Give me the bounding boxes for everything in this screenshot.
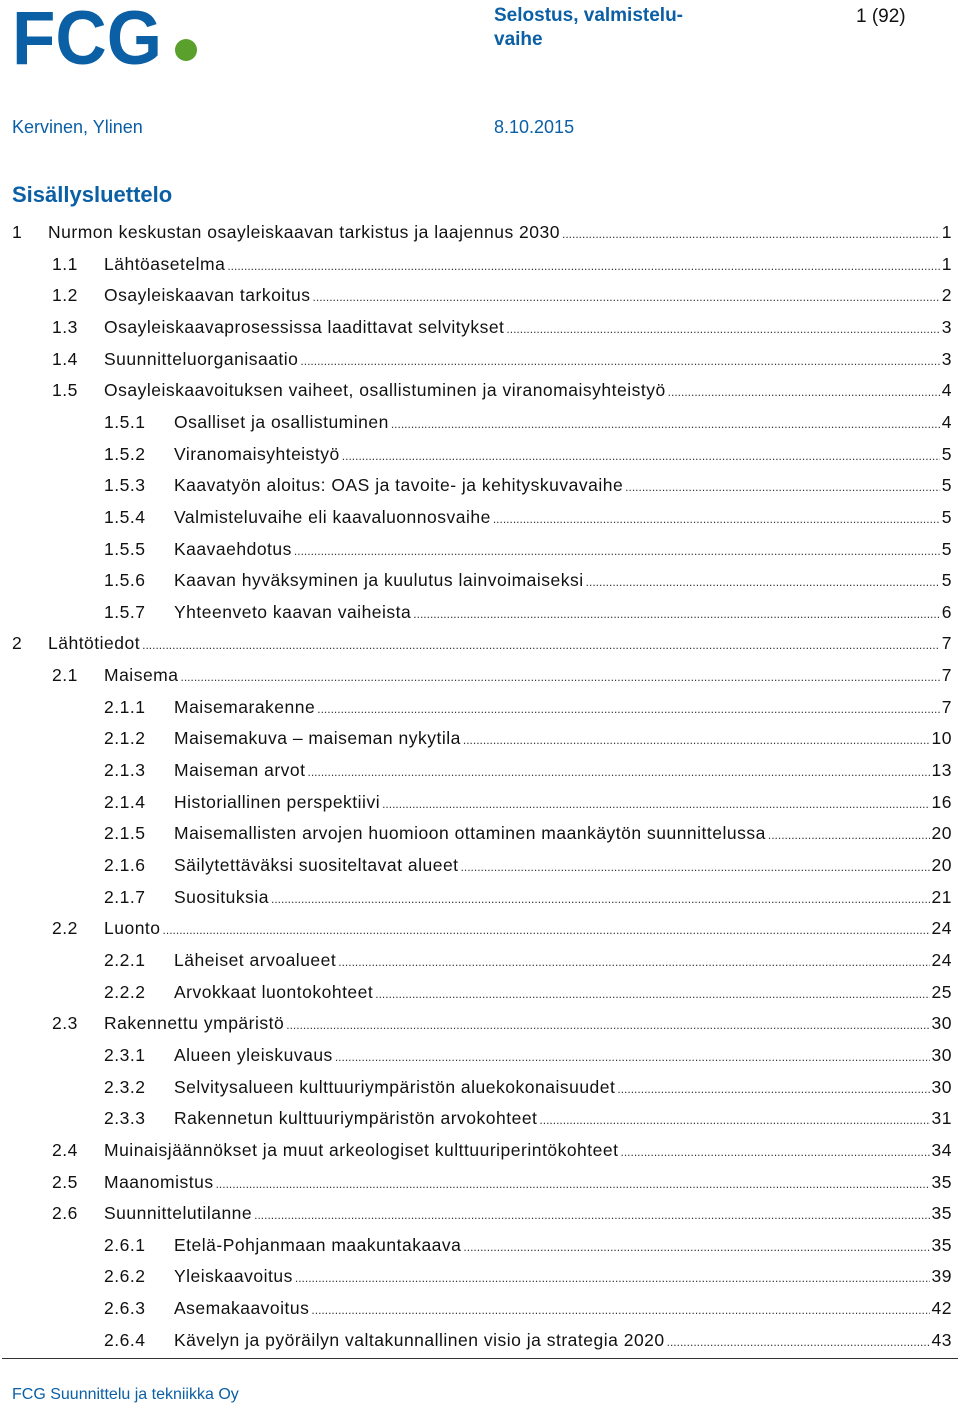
toc-entry-page: 1 [941,253,952,274]
toc-entry[interactable] [104,823,952,851]
toc-entry-leader [493,507,940,528]
toc-entry-title: Läheiset arvoalueet [174,949,337,970]
toc-entry-leader [382,792,929,813]
toc-entry[interactable] [52,317,952,345]
toc-entry-page: 21 [931,886,952,907]
toc-entry[interactable] [104,507,952,535]
toc-entry[interactable] [104,412,952,440]
toc-entry-title: Maanomistus [104,1171,214,1192]
toc-entry-number: 2.5 [52,1171,78,1192]
toc-entry[interactable] [104,570,952,598]
toc-entry[interactable] [104,982,952,1010]
toc-entry-title: Lähtötiedot [48,633,141,654]
toc-entry-title: Suunnittelutilanne [104,1203,253,1224]
fcg-logo [12,4,198,68]
toc-entry-title: Asemakaavoitus [174,1298,310,1319]
toc-entry-leader [338,950,929,971]
toc-entry[interactable] [104,1108,952,1136]
toc-entry[interactable] [52,349,952,377]
toc-entry-title: Lähtöasetelma [104,253,226,274]
toc-entry-page: 31 [931,1108,952,1129]
toc-entry-title: Kaavatyön aloitus: OAS ja tavoite- ja kehityskuvavaihe [174,475,624,496]
toc-entry-leader [181,665,940,686]
toc-entry-page: 39 [931,1266,952,1287]
toc-entry-leader [254,1203,929,1224]
toc-entry-title: Alueen yleiskuvaus [174,1044,333,1065]
toc-entry-number: 2 [12,633,23,654]
toc-entry-number: 2.3.1 [104,1044,146,1065]
toc-entry-number: 2.2.2 [104,981,146,1002]
toc-entry[interactable] [104,539,952,567]
toc-entry[interactable] [104,792,952,820]
authors: Kervinen, Ylinen [12,117,143,137]
toc-entry-leader [667,1330,930,1351]
toc-entry-number: 2.2 [52,918,78,939]
toc-entry-leader [308,760,930,781]
toc-entry[interactable] [104,728,952,756]
toc-entry-number: 2.1.2 [104,728,146,749]
toc-entry[interactable] [104,1330,952,1358]
toc-entry-page: 35 [931,1171,952,1192]
toc-entry[interactable] [104,950,952,978]
toc-entry-page: 25 [931,981,952,1002]
toc-entry-leader [668,380,940,401]
toc-entry-title: Muinaisjäännökset ja muut arkeologiset kulttuuriperintökohteet [104,1139,619,1160]
toc-entry-page: 35 [931,1234,952,1255]
toc-entry-leader [227,254,939,275]
toc-entry-number: 2.1.1 [104,696,146,717]
toc-entry-number: 2.6 [52,1203,78,1224]
toc-entry-leader [311,1298,929,1319]
toc-entry-title: Nurmon keskustan osayleiskaavan tarkistus ja laajennus 2030 [48,222,560,242]
toc-entry[interactable] [104,1266,952,1294]
toc-entry-title: Selvitysalueen kulttuuriympäristön aluekokonaisuudet [174,1076,616,1097]
toc-entry[interactable] [12,222,952,250]
toc-entry-leader [163,918,930,939]
toc-entry[interactable] [52,285,952,313]
toc-entry-page: 7 [941,696,952,717]
toc-entry-number: 2.1 [52,665,78,686]
toc-entry-title: Rakennetun kulttuuriympäristön arvokohteet [174,1108,538,1129]
toc-entry-page: 24 [931,949,952,970]
toc-entry-title: Maisemallisten arvojen huomioon ottaminen maankäytön suunnittelussa [174,823,766,844]
toc-entry-leader [617,1077,929,1098]
toc-entry-page: 20 [931,823,952,844]
toc-entry-leader [461,855,930,876]
toc-entry[interactable] [104,475,952,503]
toc-entry-title: Yleiskaavoitus [174,1266,293,1287]
toc-entry-title: Säilytettäväksi suositeltavat alueet [174,855,459,875]
toc-entry-page: 16 [931,791,952,812]
toc-entry-number: 2.3.3 [104,1108,146,1129]
toc-entry-title: Osalliset ja osallistuminen [174,411,389,432]
toc-entry-leader [286,1013,929,1034]
toc-entry-number: 2.1.4 [104,791,146,812]
toc-heading: Sisällysluettelo [12,182,173,207]
toc-entry[interactable] [52,1140,952,1168]
toc-entry-number: 2.6.1 [104,1234,146,1255]
toc-entry-title: Maiseman arvot [174,760,306,781]
toc-entry-leader [768,823,930,844]
fcg-logo-text: FCG [12,4,162,68]
toc-entry-number: 2.6.3 [104,1298,146,1319]
toc-entry-leader [300,349,939,370]
toc-entry-title: Osayleiskaavoituksen vaiheet, osallistuminen ja viranomaisyhteistyö [104,380,666,401]
toc-entry-page: 5 [941,570,952,591]
toc-entry-number: 1.5.3 [104,475,146,496]
toc-entry-page: 6 [941,601,952,622]
toc-entry[interactable] [12,633,952,661]
toc-entry-leader [142,633,940,654]
toc-entry[interactable] [104,760,952,788]
toc-entry[interactable] [104,1298,952,1326]
toc-entry-number: 2.1.6 [104,855,146,875]
toc-entry-title: Maisemakuva – maiseman nykytila [174,728,461,749]
footer-divider [2,1358,958,1359]
toc-entry[interactable] [104,1077,952,1105]
toc-entry-title: Arvokkaat luontokohteet [174,981,374,1002]
toc-entry-leader [562,222,940,243]
toc-entry-number: 2.3 [52,1013,78,1034]
toc-entry-leader [463,728,930,749]
toc-entry-number: 2.4 [52,1139,78,1160]
toc-entry-page: 30 [931,1076,952,1097]
toc-entry-leader [463,1235,929,1256]
toc-entry[interactable] [104,602,952,630]
toc-entry[interactable] [104,855,952,883]
toc-entry-page: 24 [931,918,952,939]
toc-entry-leader [271,887,930,908]
toc-entry-title: Valmisteluvaihe eli kaavaluonnosvaihe [174,506,491,527]
toc-entry-leader [295,1266,930,1287]
toc-entry-leader [313,285,940,306]
toc-entry-number: 1.4 [52,348,78,369]
toc-entry-leader [539,1108,929,1129]
toc-entry-number: 1 [12,222,23,242]
toc-entry-title: Kaavaehdotus [174,538,292,559]
toc-entry-title: Luonto [104,918,161,939]
toc-entry-number: 1.3 [52,316,78,337]
toc-entry[interactable] [104,1045,952,1073]
toc-entry-page: 30 [931,1013,952,1034]
toc-entry-page: 30 [931,1044,952,1065]
toc-entry-title: Rakennettu ympäristö [104,1013,285,1034]
toc-entry-number: 1.5.6 [104,570,146,591]
toc-entry-leader [294,539,940,560]
toc-entry-number: 1.5.7 [104,601,146,622]
toc-entry[interactable] [104,1235,952,1263]
toc-entry-title: Osayleiskaavan tarkoitus [104,285,311,306]
toc-entry-leader [342,444,940,465]
toc-entry-title: Historiallinen perspektiivi [174,791,381,812]
toc-entry[interactable] [52,380,952,408]
toc-entry-number: 2.6.2 [104,1266,146,1287]
toc-entry-leader [317,697,940,718]
toc-entry-page: 42 [931,1298,952,1319]
document-title-line-1: Selostus, valmistelu- [494,5,684,26]
toc-entry-title: Suunnitteluorganisaatio [104,348,299,369]
toc-entry-page: 5 [941,506,952,527]
toc-entry-page: 3 [941,348,952,369]
toc-entry-number: 1.5 [52,380,78,401]
toc-entry-leader [625,475,940,496]
toc-entry-title: Yhteenveto kaavan vaiheista [174,601,412,622]
toc-entry-page: 4 [941,411,952,432]
toc-entry-title: Suosituksia [174,886,269,907]
toc-entry-page: 5 [941,443,952,464]
toc-entry-page: 20 [931,855,952,875]
document-date: 8.10.2015 [494,117,575,137]
toc-entry-number: 2.1.3 [104,760,146,781]
toc-entry-page: 4 [941,380,952,401]
toc-entry-leader [335,1045,930,1066]
toc-entry[interactable] [52,918,952,946]
toc-entry-page: 5 [941,538,952,559]
fcg-logo-dot [175,39,197,61]
toc-entry-number: 2.3.2 [104,1076,146,1097]
toc-entry-page: 7 [941,665,952,686]
toc-entry-leader [216,1172,930,1193]
toc-entry-page: 7 [941,633,952,654]
toc-entry-number: 1.5.1 [104,411,146,432]
toc-entry-leader [413,602,939,623]
document-title [494,4,744,52]
toc-entry-leader [506,317,939,338]
toc-entry-number: 2.6.4 [104,1329,146,1350]
toc-entry-title: Kävelyn ja pyöräilyn valtakunnallinen visio ja strategia 2020 [174,1329,665,1350]
toc-entry-number: 1.2 [52,285,78,306]
toc-entry-number: 2.2.1 [104,949,146,970]
toc-entry-page: 5 [941,475,952,496]
toc-entry-number: 1.1 [52,253,78,274]
toc-entry-leader [620,1140,929,1161]
footer-company: FCG Suunnittelu ja tekniikka Oy [12,1386,239,1403]
toc-entry[interactable] [52,1013,952,1041]
toc-entry-page: 34 [931,1139,952,1160]
toc-entry-page: 43 [931,1329,952,1350]
toc-entry-page: 35 [931,1203,952,1224]
page-indicator: 1 (92) [856,6,906,27]
toc-entry-number: 2.1.5 [104,823,146,844]
toc-entry-leader [375,982,929,1003]
toc-entry[interactable] [104,887,952,915]
toc-entry-title: Maisemarakenne [174,696,316,717]
toc-entry-page: 1 [941,222,952,242]
toc-entry[interactable] [52,665,952,693]
toc-entry[interactable] [52,1172,952,1200]
toc-entry-page: 10 [931,728,952,749]
toc-entry-title: Osayleiskaavaprosessissa laadittavat selvitykset [104,316,505,337]
document-title-line-2: vaihe [494,29,543,50]
toc-entry-title: Viranomaisyhteistyö [174,443,340,464]
toc-entry[interactable] [104,697,952,725]
toc-entry-page: 2 [941,285,952,306]
toc-entry[interactable] [52,254,952,282]
toc-entry-number: 1.5.4 [104,506,146,527]
toc-entry-title: Kaavan hyväksyminen ja kuulutus lainvoimaiseksi [174,570,584,591]
toc-entry-page: 3 [941,316,952,337]
toc-entry[interactable] [52,1203,952,1231]
toc-entry-title: Etelä-Pohjanmaan maakuntakaava [174,1234,462,1255]
toc-entry-leader [586,570,940,591]
toc-entry-number: 1.5.2 [104,443,146,464]
toc-entry-number: 1.5.5 [104,538,146,559]
toc-entry[interactable] [104,444,952,472]
toc-entry-page: 13 [931,760,952,781]
toc-entry-number: 2.1.7 [104,886,146,907]
toc-entry-title: Maisema [104,665,179,686]
toc-entry-leader [391,412,940,433]
